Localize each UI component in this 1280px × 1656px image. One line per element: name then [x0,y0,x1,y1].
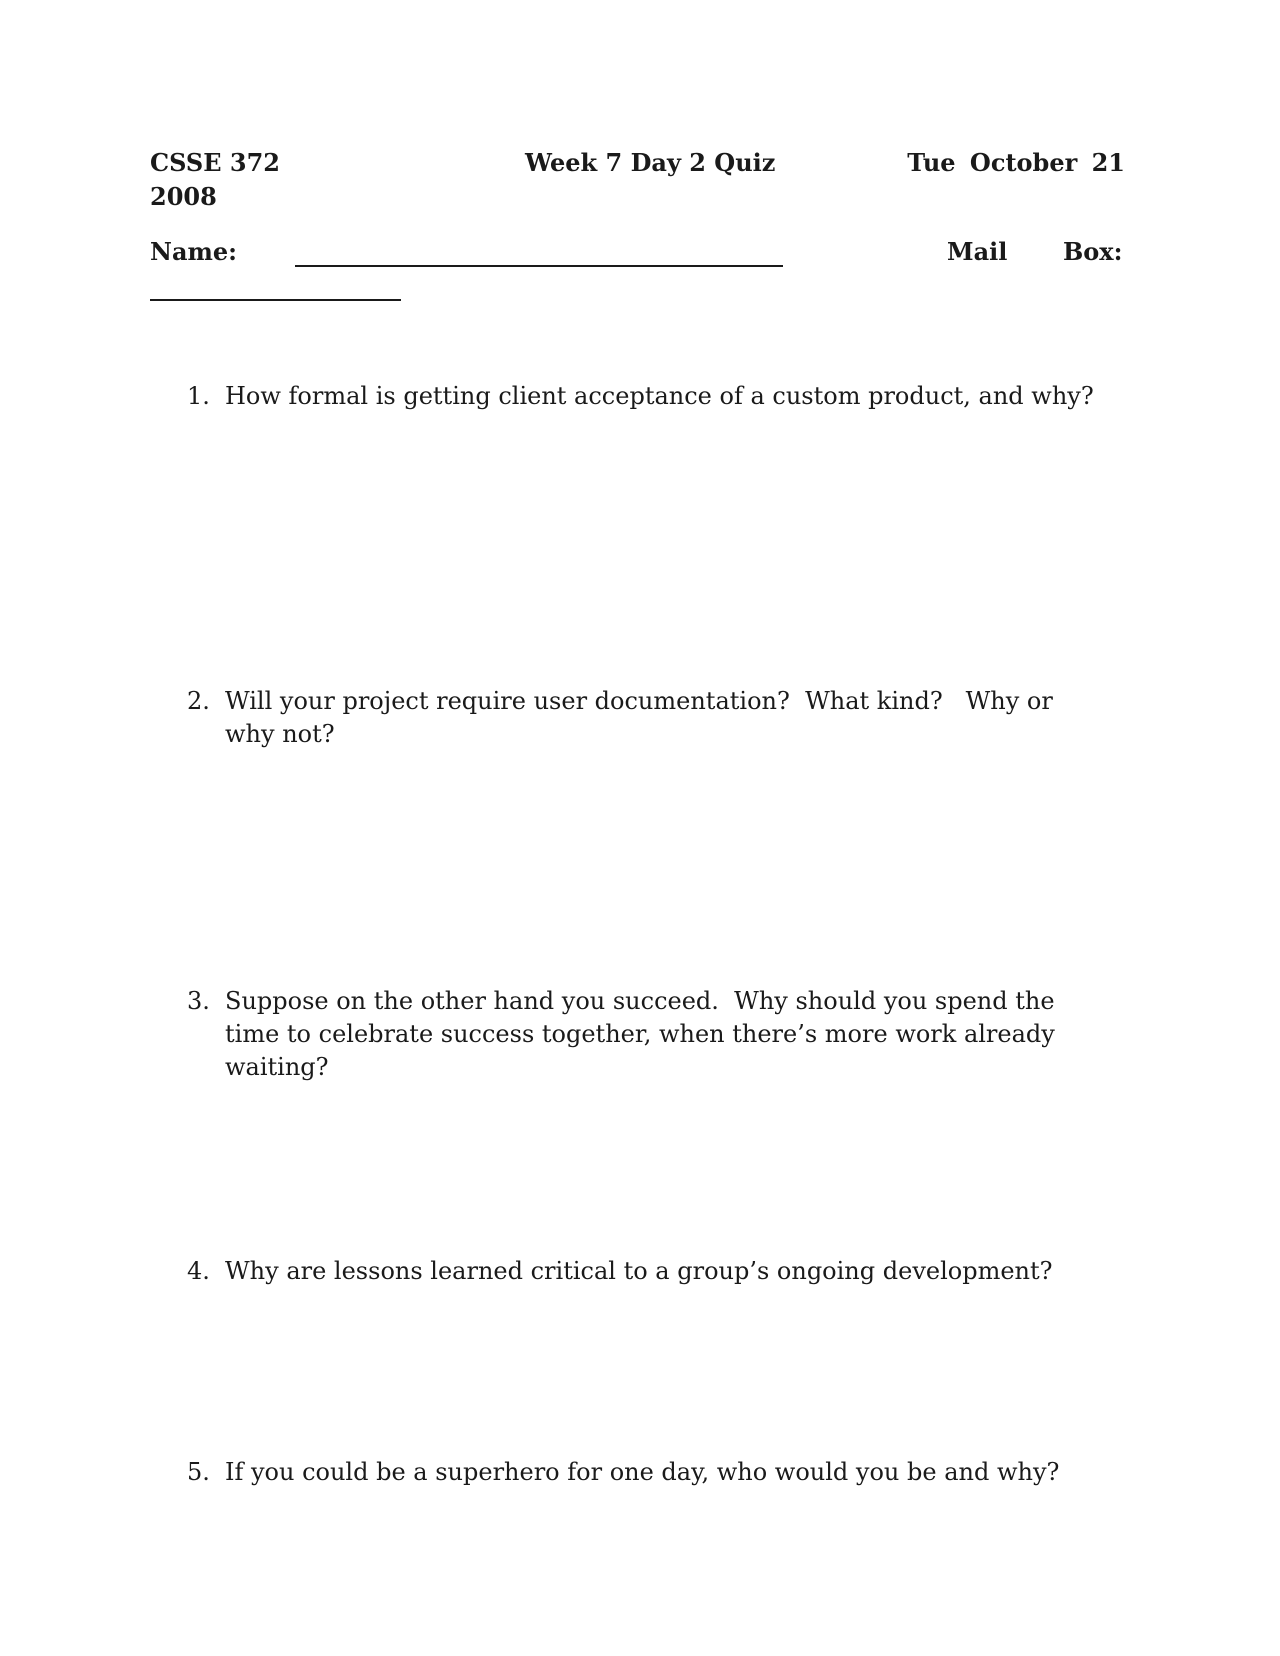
mailbox-blank-line[interactable] [150,299,401,301]
question-text: Will your project require user documentation? What kind? Why or why not? [225,687,1061,748]
question-text: How formal is getting client acceptance of a custom product, and why? [225,382,1094,410]
course-code: CSSE 372 [150,148,280,177]
question-text: Why are lessons learned critical to a group’s ongoing development? [225,1257,1053,1285]
quiz-title: Week 7 Day 2 Quiz [525,148,776,177]
quiz-date: Tue October 21 [907,148,1125,177]
question-item [187,380,1107,413]
question-number: 2. [187,687,210,715]
quiz-year: 2008 [150,182,217,211]
box-label: Box: [1063,237,1123,266]
question-item [187,1255,1107,1288]
question-text: If you could be a superhero for one day, who would you be and why? [225,1458,1060,1486]
question-text: Suppose on the other hand you succeed. Why should you spend the time to celebrate success together, when there’s more work already waiting? [225,987,1063,1081]
question-number: 4. [187,1257,210,1285]
mail-label: Mail [947,237,1008,266]
question-item [187,1456,1107,1489]
question-item [187,685,1107,751]
name-label: Name: [150,237,238,266]
question-number: 5. [187,1458,210,1486]
question-number: 1. [187,382,210,410]
question-item [187,985,1107,1084]
question-number: 3. [187,987,210,1015]
name-blank-line[interactable] [295,265,783,267]
